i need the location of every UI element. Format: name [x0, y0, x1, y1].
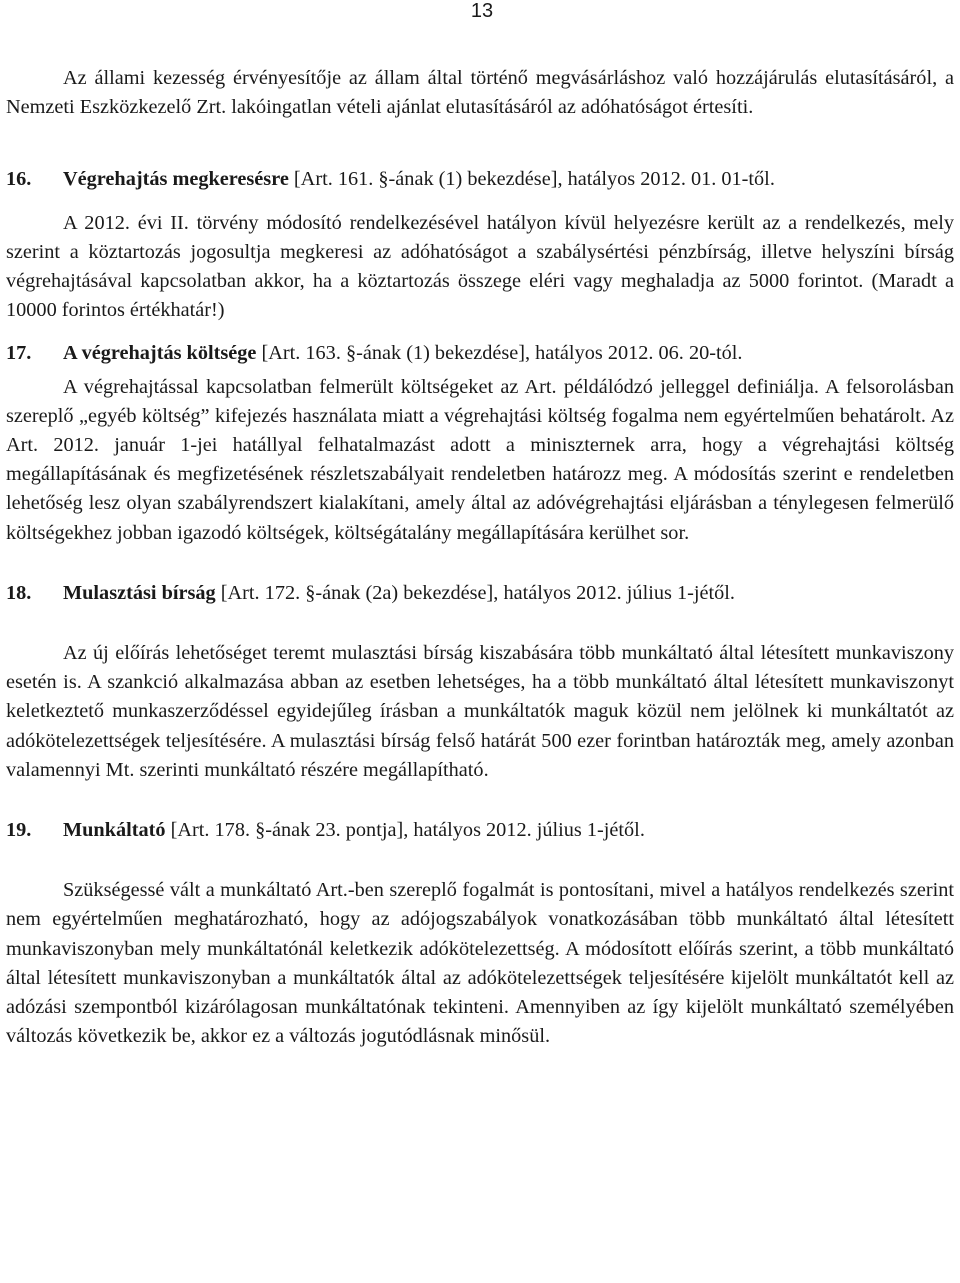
- section-number: 18.: [6, 581, 32, 604]
- section-16-heading: [6, 165, 954, 194]
- section-heading-text: [63, 816, 645, 845]
- section-reference: [Art. 172. §-ának (2a) bekezdése], hatályos 2012. július 1-jétől.: [215, 581, 735, 604]
- section-reference: [Art. 163. §-ának (1) bekezdése], hatályos 2012. 06. 20-tól.: [256, 342, 743, 365]
- section-18-heading: [6, 579, 954, 608]
- section-19-heading: [6, 816, 954, 845]
- section-heading-text: [63, 165, 775, 194]
- section-heading-text: [63, 579, 735, 608]
- page-number: 13: [470, 0, 494, 22]
- section-16-paragraph: A 2012. évi II. törvény módosító rendelkezésével hatályon kívül helyezésre került az a rendelkezés, mely szerint a köztartozás jogosultja megkeresi az adóhatóságot a szabálysértési pénzbírság, illetve helyszíni bírság végrehajtásával kapcsolatban akkor, ha a köztartozás összege eléri vagy meghaladja az 5000 forintot. (Maradt a 10000 forintos értékhatár!): [6, 211, 954, 322]
- section-heading-text: [63, 339, 742, 368]
- section-title: Munkáltató: [63, 819, 166, 842]
- section-title: Mulasztási bírság: [63, 581, 216, 604]
- section-title: Végrehajtás megkeresésre: [63, 168, 289, 191]
- section-number: 17.: [6, 342, 32, 365]
- section-19-paragraph: Szükségessé vált a munkáltató Art.-ben szereplő fogalmát is pontosítani, mivel a hatályos rendelkezés szerint nem egyértelműen meghatározható, hogy az adójogszabályok vonatkozásában több munkáltató által létesített munkaviszonyban mely munkáltatónál keletkezik adókötelezettség. A módosított előírás szerint, a több munkáltató által létesített munkaviszonyban a munkáltatók által az adókötelezettségek teljesítésére kijelölt munkáltatót kell az adózási szempontból kizárólagosan munkáltatónak tekinteni. Amennyiben az így kijelölt munkáltató személyében változás következik be, akkor ez a változás jogutódlásnak minősül.: [6, 879, 954, 1048]
- section-number: 19.: [6, 819, 32, 842]
- section-title: A végrehajtás költsége: [63, 342, 257, 365]
- section-number: 16.: [6, 168, 32, 191]
- section-18-paragraph: Az új előírás lehetőséget teremt mulasztási bírság kiszabására több munkáltató által létesített munkaviszony esetén is. A szankció alkalmazása abban az esetben lehetséges, ha a több munkáltató által létesített munkaviszonyt keletkeztető munkaszerződéssel egyidejűleg írásban a munkáltatók maguk közül nem jelölnek ki munkáltatót az adókötelezettségek teljesítésére. A mulasztási bírság felső határát 500 ezer forintban határozták meg, amely azonban valamennyi Mt. szerinti munkáltató részére megállapítható.: [6, 642, 954, 781]
- section-17-heading: [6, 339, 954, 368]
- document-body: [6, 64, 954, 1051]
- section-17-paragraph: A végrehajtással kapcsolatban felmerült költségeket az Art. példálódzó jelleggel definiálja. A felsorolásban szereplő „egyéb költség” kifejezés használata miatt a végrehajtási költség fogalma nem egyértelműen behatárolt. Az Art. 2012. január 1-jei hatállyal felhatalmazást adott a miniszternek arra, hogy a végrehajtási költség megállapításának és megfizetésének részletszabályait rendeletben határozz meg. A módosítás szerint e rendeletben lehetőség lesz olyan szabályrendszert kialakítani, amely által az adóvégrehajtási eljárásban a ténylegesen felmerülő költségekhez jobban igazodó költségek, költségátalány megállapítására kerülhet sor.: [6, 375, 954, 544]
- section-reference: [Art. 161. §-ának (1) bekezdése], hatályos 2012. 01. 01-től.: [288, 168, 775, 191]
- section-reference: [Art. 178. §-ának 23. pontja], hatályos 2012. július 1-jétől.: [165, 819, 645, 842]
- intro-paragraph: Az állami kezesség érvényesítője az állam által történő megvásárláshoz való hozzájárulás elutasításáról, a Nemzeti Eszközkezelő Zrt. lakóingatlan vételi ajánlat elutasításáról az adóhatóságot értesíti.: [6, 67, 954, 119]
